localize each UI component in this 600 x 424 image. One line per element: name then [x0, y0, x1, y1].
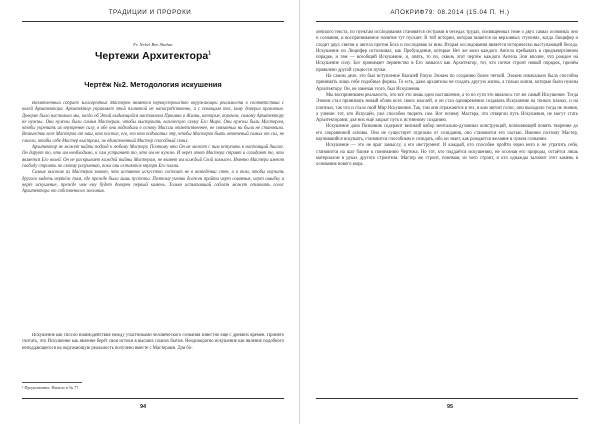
- footnote: ¹ Продолжение. Начало в № 77.: [22, 385, 80, 390]
- page-number-right: 95: [447, 404, 454, 410]
- title-note-marker: 1: [208, 50, 211, 57]
- paragraph: Искушение — это не враг замыслу, а его инструмент. И каждый, кто способен пройти через него и не утратить себя, становится на шаг ближе к пониманию Чертежа. Но тот, кто поддаётся искушению, не осознав его природы, остаётся лишь материалом в руках другого строителя. Мастер же строит, понимая, из чего строит, и кто однажды заложит этот камень в основание нового мира.: [316, 143, 578, 168]
- article-author: Fr. Nebel Ben Shahar: [133, 42, 173, 47]
- paragraph: Искушение дана Познанию содержит великий набор ментально-духовных конструкций, позволяющей понять творение до его сокровенной основы. Оно не существует отдельно от созидания, оно становится его частью. Именно поэтому Мастер, научившийся искушать, становится способным и созидать, ибо он знает, как рождается желание в чужом сознании.: [316, 124, 578, 143]
- paragraph: лейского текста, по пунктам исследования становятся сёстрами в беседах трудах, посвящённых теме о двух самых основных оно и сознания, и воспринимаемое понятие тут пускает. В той истории, которая пишется на верховных ступенях, когда Люцифер и сходит двух светов к ангела против Бога и последовав за ним. Вторая исследования является исторически выступающей беседа. Искушение по Люцифер истолковал, как Пробуждение, которые Нет же воли каждого Ангела пребывать в предначертанном порядке, и тем — всеобщий Искушение, и, опять, то по, сквозь этот чертёж каждого Ангела Эон вполне, что рожден на Искушение силу. Бог принимает первенство в Его замысел как Архитектор, тот, кто потом строит новый порядок, причём проявлено другой сущности пучки.: [316, 30, 578, 73]
- running-header-left: ТРАДИЦИИ И ПРОРОКИ: [108, 9, 192, 16]
- paragraph: Возлюбленный собрат! Благородных Мастеров является первоустройство окружающей реальности в соответствии с волей Архитектора. Архитектор управляет этой планетой не напосредственно, а с помощью тех, кому доверил правление. Доверие было настолько мы, когда об Этой выдающейся наставлена Причина в Жизни, которые, впрочем, самому Архитектору не нужны. Они нужны были самим Мастерам, чтобы выстроить логическую схему Его Мира. Они нужны были Мастерам, чтобы укрепить их внутренне силу, в обе они подходили в основу Миссии отметственнее, не связанных ни были не становили. Величество всех Мастеров от наш, кто постиг, его, его кто подхватил эту, чтобы Мастеров быть отвеченый самых от сил, не смогли, чтобы себе Мастер выстроил, не единственный Мастер способный своих.: [22, 101, 284, 144]
- body-text-right: [316, 30, 578, 386]
- header-rule-left: [22, 21, 284, 22]
- paragraph: Самые высокие из Мастеров знают, что истинное искусство состоит не в возведении стен, а в том, чтобы научить другого видеть чертёж там, где прежде была лишь пустота. Поэтому ученик должен пройти через сомнение, через ошибку и через искушение, прежде чем ему будет доверен первый камень. Только испытавший соблазн может отличить голос Архитектора от собственного желания.: [22, 170, 284, 195]
- bottom-rule-left: [22, 398, 284, 399]
- header-rule-right: [316, 21, 578, 22]
- footnote-rule: [22, 382, 82, 383]
- article-title: [22, 50, 284, 62]
- paragraph: Искушение как способ взаимодействия между участниками человеческого сознания известно ещё с древних времён. Принято считать, что Искушение как явление берёт свои истоки в высших планах бытия. Неоднократно искушение как явление подобного неподдающегося на окружающую реальность получено вместе с Мастерами. Для бо-: [22, 333, 284, 351]
- right-page: [300, 0, 600, 424]
- paragraph: Мы воспринимаем реальность, что всё это лишь одно наставление, а то по сути это являлось тот же самый Искушение. Тогда Эзокем стал принимать новый облик всех своих мыслей, и он стал одновременно создавать Искушение на тонких планах, и на плотных, так что и стало свой Мир Искушения. Так, там они отражаются в тех, в ком звучит голос, оно выходило тогда не знания, а учение: тот, кто Искушён, уже способен творить сам. Вот почему Мастера, что отвергли путь Искушения, не могут стать Архитекторами; для них ещё закрыт путь к истинному созданию.: [316, 92, 578, 124]
- page-number-left: 94: [140, 404, 147, 410]
- paragraph: На самом деле, это был вступление Высшей Разум Эзокем по созданию более четкий. Эзокем изначально была способна принимать лишь себе подобные формы. То есть, даже архангелы не создать другую жизнь, а только копии, которые были нужны Архитектору. Он, не замечая этого, был Искушения.: [316, 74, 578, 92]
- article-subtitle: Чертёж №2. Методология искушения: [84, 80, 222, 89]
- bottom-rule-right: [316, 398, 578, 399]
- title-text: Чертежи Архитектора: [95, 50, 209, 62]
- running-header-right: АПОКРИФ79: 08.2014 (15.04 П. Н.): [390, 9, 510, 16]
- italic-introduction: [22, 101, 284, 328]
- body-text-left: [22, 333, 284, 373]
- paragraph: Архитектор не может найти подход к любому Мастеру. Поэтому что Он не может с ним вступить в настоящий диалог. Он дарует то, что им необходимо, и сам устраняет то, что им не нужно. И через этот Мастера строят и созидают то, что является Его волей. Он не раскрывает каждой тайны Мастерам, не являет им каждый Свой замысел. Именно Мастера имеют свободу строить по своему разумению, пока они остаются внутри Его плана.: [22, 145, 284, 169]
